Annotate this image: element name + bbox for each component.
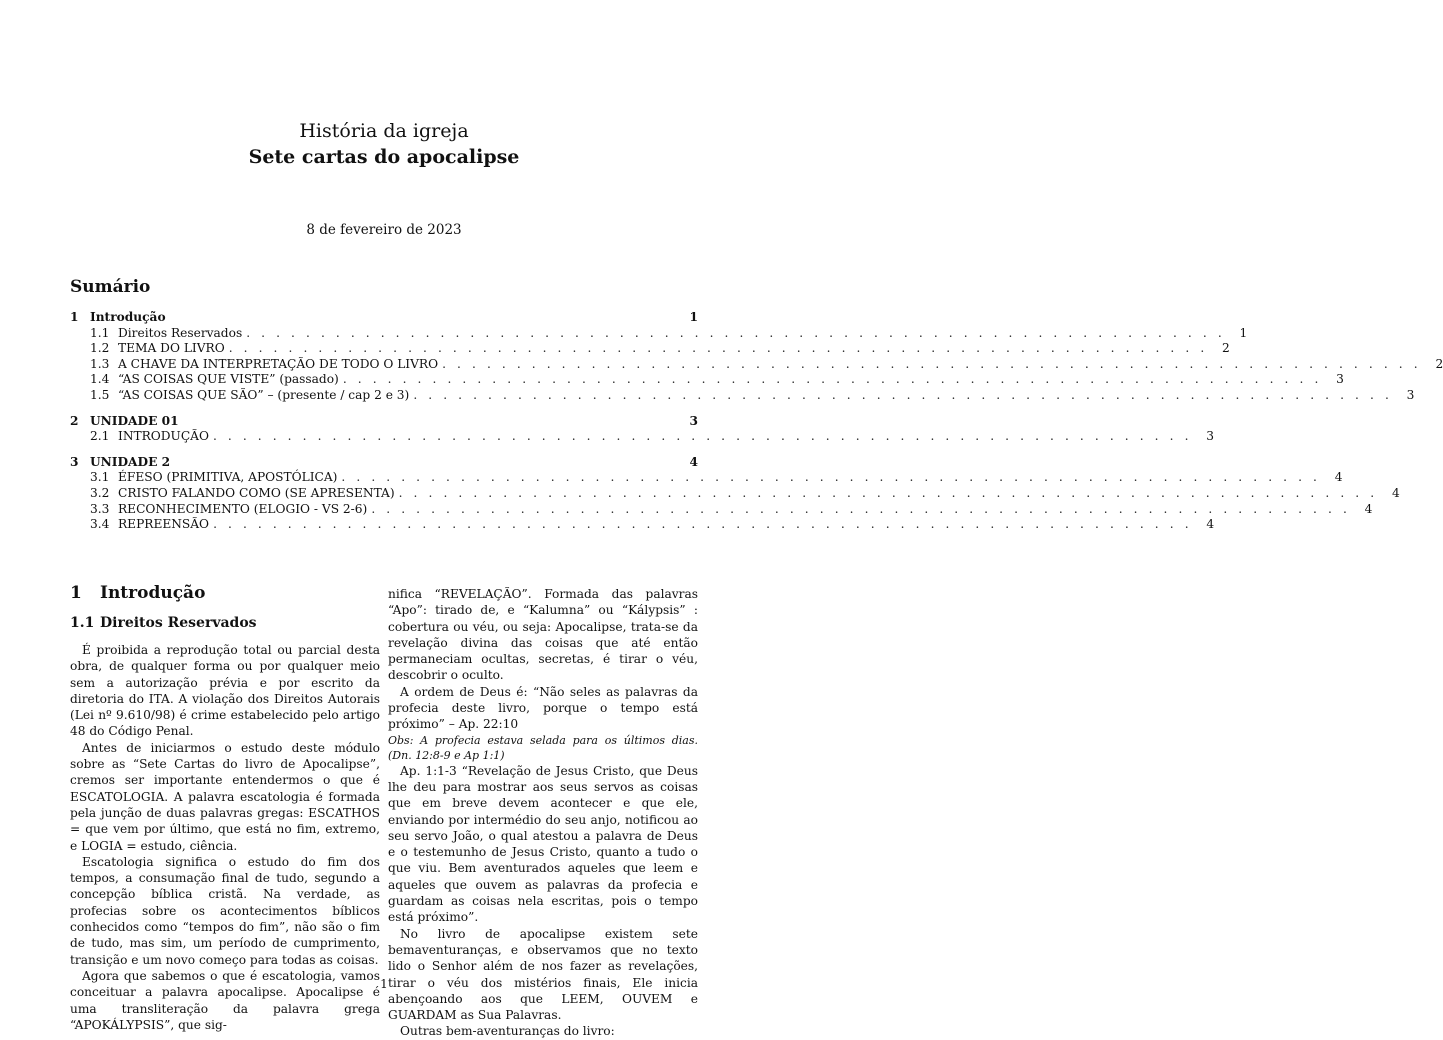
toc-dot-leader: . . . . . . . . . . . . . . . . . . . . . . . . . . . . . . . . . . . . . . . . . . . . . . . . . . . . . . . . . . . . . . . . . . bbox=[213, 517, 1193, 532]
toc-entry[interactable] bbox=[70, 501, 1373, 518]
toc-entry-number: 3.2 bbox=[90, 485, 110, 500]
toc-dot-leader: . . . . . . . . . . . . . . . . . . . . . . . . . . . . . . . . . . . . . . . . . . . . . . . . . . . . . . . . . . . . . . . . . . bbox=[212, 429, 1193, 444]
toc-entry-page: 3 bbox=[1336, 372, 1344, 387]
table-of-contents bbox=[70, 276, 1443, 533]
subsection-title: Direitos Reservados bbox=[100, 615, 257, 631]
paragraph: Outras bem-aventuranças do livro: bbox=[400, 1024, 615, 1039]
toc-entry-title: “AS COISAS QUE SÃO” – (presente / cap 2 e 3) bbox=[118, 387, 410, 402]
toc-entry-title: Direitos Reservados bbox=[118, 325, 243, 340]
page-number: 1 bbox=[380, 977, 388, 991]
toc-entry-page: 3 bbox=[1406, 387, 1415, 402]
paragraph: Agora que sabemos o que é escatologia, vamos conceituar a palavra apocalipse. Apocalipse é uma transliteração da palavra grega “APOKÁLYPSIS”, que sig- bbox=[70, 968, 380, 1032]
toc-entry-number: 1.3 bbox=[90, 356, 110, 371]
subsection-number: 1.1 bbox=[70, 615, 95, 631]
toc-section[interactable] bbox=[70, 455, 698, 471]
toc-entry-title: CRISTO FALANDO COMO (SE APRESENTA) bbox=[118, 485, 395, 500]
toc-entry-title: TEMA DO LIVRO bbox=[118, 341, 225, 356]
paragraph: A ordem de Deus é: “Não seles as palavras da profecia deste livro, porque o tempo está próximo” – Ap. 22:10 bbox=[388, 684, 698, 732]
title-block bbox=[0, 118, 768, 170]
toc-section-title: Introdução bbox=[90, 310, 166, 324]
toc-section-title: UNIDADE 01 bbox=[90, 413, 179, 428]
paragraph: nifica “REVELAÇÃO”. Formada das palavras “Apo”: tirado de, e “Kalumna” ou “Kálypsis” : cobertura ou véu, ou seja: Apocalipse, trata-se da revelação divina das coisas que até então permaneciam ocultas, secretas, é tirar o véu, descobrir o oculto. bbox=[388, 587, 698, 683]
toc-entry-title: INTRODUÇÃO bbox=[118, 429, 209, 444]
toc-section-number: 1 bbox=[70, 310, 79, 324]
toc-entry-title: RECONHECIMENTO (ELOGIO - VS 2-6) bbox=[118, 501, 368, 516]
paragraph: Ap. 1:1-3 “Revelação de Jesus Cristo, que Deus lhe deu para mostrar aos seus servos as coisas que em breve devem acontecer e que ele, enviando por intermédio do seu anjo, notificou ao seu servo João, o qual atestou a palavra de Deus e o testemunho de Jesus Cristo, quanto a tudo o que viu. Bem aventurados aqueles que leem e aqueles que ouvem as palavras da profecia e guardam as coisas nela escritas, pois o tempo está próximo”. bbox=[388, 763, 698, 925]
subsection-heading bbox=[70, 614, 380, 632]
toc-entry-number: 1.4 bbox=[90, 372, 110, 387]
toc-entry[interactable] bbox=[70, 517, 1215, 533]
paragraph: No livro de apocalipse existem sete bemaventuranças, e observamos que no texto lido o Senhor além de nos fazer as revelações, tirar o véu dos mistérios finais, Ele inicia abençoando aos que LEEM, OUVEM e GUARDAM as Sua Palavras. bbox=[388, 926, 698, 1023]
toc-entry-number: 1.5 bbox=[90, 387, 110, 402]
toc-entry-number: 2.1 bbox=[90, 429, 110, 444]
toc-entry-title: REPREENSÃO bbox=[118, 517, 210, 532]
toc-heading: Sumário bbox=[70, 277, 151, 297]
toc-entry-title: A CHAVE DA INTERPRETAÇÃO DE TODO O LIVRO bbox=[118, 356, 439, 371]
toc-section[interactable] bbox=[70, 310, 698, 326]
toc-entry[interactable] bbox=[70, 325, 1248, 342]
toc-section-number: 2 bbox=[70, 413, 79, 428]
section-heading bbox=[70, 582, 380, 604]
toc-entry-number: 1.1 bbox=[90, 325, 110, 340]
toc-section-title: UNIDADE 2 bbox=[90, 454, 171, 469]
toc-entry-page: 4 bbox=[1391, 485, 1400, 500]
section-number: 1 bbox=[70, 583, 82, 603]
toc-section[interactable] bbox=[70, 414, 698, 430]
toc-entry-page: 4 bbox=[1334, 470, 1343, 485]
observation-note: Obs: A profecia estava selada para os últimos dias. (Dn. 12:8-9 e Ap 1:1) bbox=[388, 733, 698, 762]
paragraph: Escatologia significa o estudo do fim dos tempos, a consumação final de tudo, segundo a concepção bíblica cristã. Na verdade, as profecias sobre os acontecimentos bíblicos conhecidos como “tempos do fim”, não são o fim de tudo, mas sim, um período de cumprimento, transição e um novo começo para todas as coisas. bbox=[70, 854, 380, 967]
toc-entry[interactable] bbox=[70, 356, 1443, 373]
section-title: Introdução bbox=[100, 583, 206, 603]
toc-entry[interactable] bbox=[70, 372, 1344, 388]
toc-dot-leader: . . . . . . . . . . . . . . . . . . . . . . . . . . . . . . . . . . . . . . . . . . . . . . . . . . . . . . . . . . . . . . . . . . bbox=[341, 470, 1321, 485]
toc-entry-number: 1.2 bbox=[90, 341, 110, 356]
toc-entry-title: “AS COISAS QUE VISTE” (passado) bbox=[118, 372, 339, 387]
toc-dot-leader: . . . . . . . . . . . . . . . . . . . . . . . . . . . . . . . . . . . . . . . . . . . . . . . . . . . . . . . . . . . . . . . . . . bbox=[371, 501, 1351, 516]
toc-entry[interactable] bbox=[70, 387, 1415, 404]
toc-entry-number: 3.1 bbox=[90, 470, 110, 485]
toc-section-page: 3 bbox=[689, 413, 698, 428]
toc-dot-leader: . . . . . . . . . . . . . . . . . . . . . . . . . . . . . . . . . . . . . . . . . . . . . . . . . . . . . . . . . . . . . . . . . . bbox=[398, 485, 1378, 500]
toc-entry-number: 3.3 bbox=[90, 501, 110, 516]
toc-entry-page: 4 bbox=[1206, 517, 1215, 532]
toc-section-number: 3 bbox=[70, 454, 79, 469]
toc-dot-leader: . . . . . . . . . . . . . . . . . . . . . . . . . . . . . . . . . . . . . . . . . . . . . . . . . . . . . . . . . . . . . . . . . . bbox=[442, 356, 1422, 371]
toc-dot-leader: . . . . . . . . . . . . . . . . . . . . . . . . . . . . . . . . . . . . . . . . . . . . . . . . . . . . . . . . . . . . . . . . . . bbox=[228, 341, 1208, 356]
toc-entry[interactable] bbox=[70, 429, 1215, 445]
toc-entry[interactable] bbox=[70, 341, 1230, 357]
document-title: História da igreja bbox=[299, 120, 469, 142]
toc-entry[interactable] bbox=[70, 485, 1400, 502]
toc-entry-page: 4 bbox=[1364, 501, 1373, 516]
toc-dot-leader: . . . . . . . . . . . . . . . . . . . . . . . . . . . . . . . . . . . . . . . . . . . . . . . . . . . . . . . . . . . . . . . . . . bbox=[342, 372, 1322, 387]
toc-entry[interactable] bbox=[70, 470, 1343, 486]
right-column bbox=[388, 586, 698, 1040]
toc-entry-title: ÉFESO (PRIMITIVA, APOSTÓLICA) bbox=[118, 470, 338, 485]
toc-dot-leader: . . . . . . . . . . . . . . . . . . . . . . . . . . . . . . . . . . . . . . . . . . . . . . . . . . . . . . . . . . . . . . . . . . bbox=[246, 325, 1226, 340]
left-column bbox=[70, 582, 380, 1033]
toc-entry-page: 2 bbox=[1435, 356, 1443, 371]
toc-section-page: 1 bbox=[689, 310, 698, 324]
toc-entry-page: 1 bbox=[1239, 325, 1248, 340]
toc-entry-page: 2 bbox=[1222, 341, 1230, 356]
toc-dot-leader: . . . . . . . . . . . . . . . . . . . . . . . . . . . . . . . . . . . . . . . . . . . . . . . . . . . . . . . . . . . . . . . . . . bbox=[413, 387, 1393, 402]
toc-entry-page: 3 bbox=[1206, 429, 1215, 444]
toc-entry-number: 3.4 bbox=[90, 517, 110, 532]
document-date: 8 de fevereiro de 2023 bbox=[306, 222, 462, 238]
paragraph: Antes de iniciarmos o estudo deste módulo sobre as “Sete Cartas do livro de Apocalipse”, cremos ser importante entendermos o que é ESCATOLOGIA. A palavra escatologia é formada pela junção de duas palavras gregas: ESCATHOS = que vem por último, que está no fim, extremo, e LOGIA = estudo, ciência. bbox=[70, 740, 380, 853]
paragraph: É proibida a reprodução total ou parcial desta obra, de qualquer forma ou por qualquer meio sem a autorização prévia e por escrito da diretoria do ITA. A violação dos Direitos Autorais (Lei nº 9.610/98) é crime estabelecido pelo artigo 48 do Código Penal. bbox=[70, 643, 380, 739]
toc-section-page: 4 bbox=[689, 454, 698, 469]
document-subtitle: Sete cartas do apocalipse bbox=[248, 146, 520, 168]
